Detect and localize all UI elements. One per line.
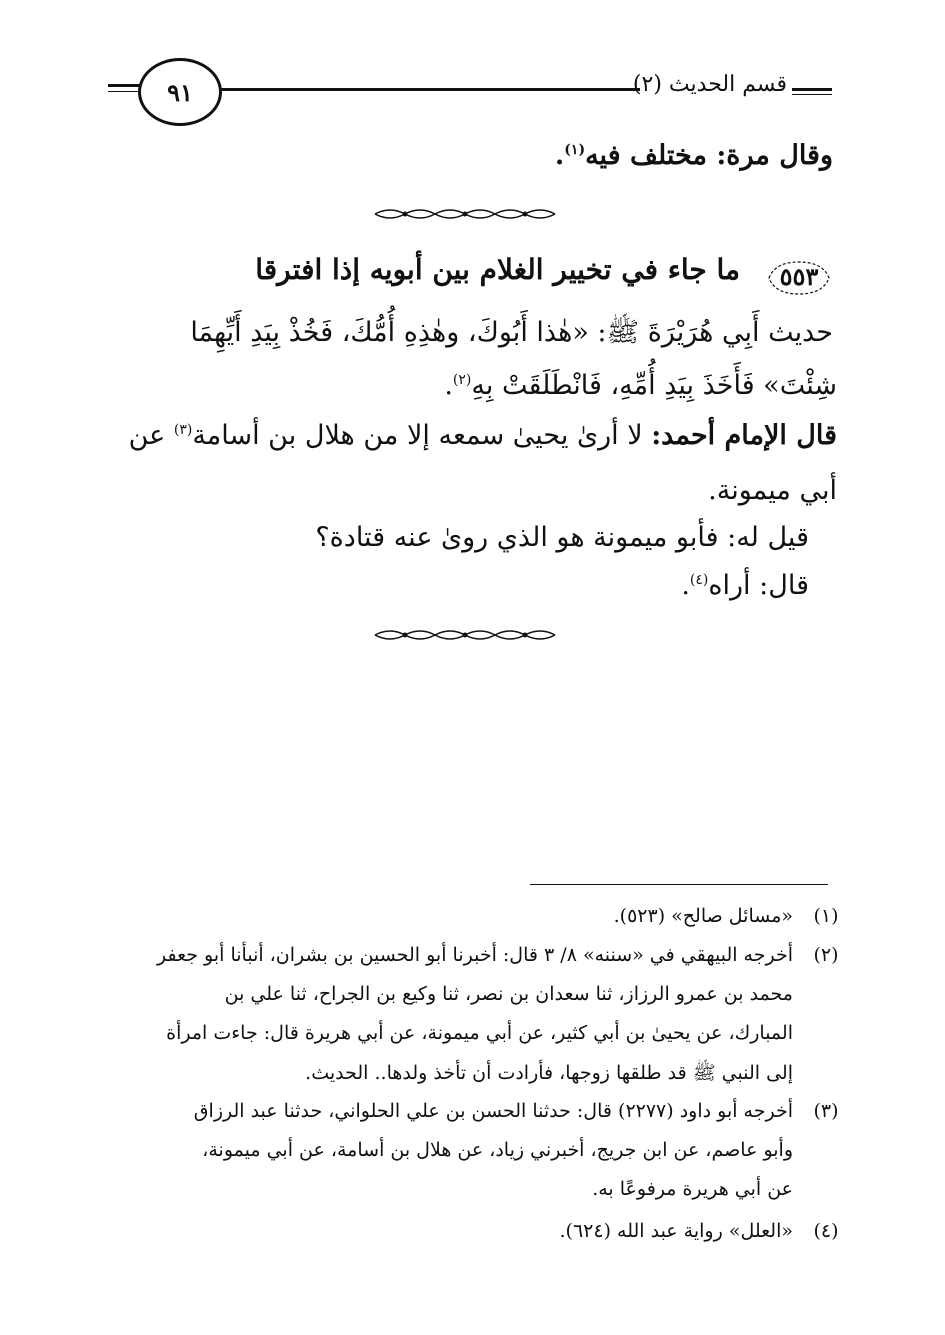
imam-ahmad-label: قال الإمام أحمد:	[651, 420, 837, 451]
entry-heading: ما جاء في تخيير الغلام بين أبويه إذا افترقا	[255, 253, 740, 286]
footnote-ref-4: (٤)	[689, 572, 709, 588]
body-line-3	[129, 420, 837, 451]
intro-text: وقال مرة: مختلف فيه	[585, 140, 833, 171]
body-line-3-text: لا أرىٰ يحيىٰ سمعه إلا من هلال بن أسامة	[192, 420, 652, 451]
footnote-3-line-3: عن أبي هريرة مرفوعًا به.	[592, 1178, 793, 1200]
body-line-6-text: قال: أراه	[708, 570, 809, 601]
footnote-ref-1: (١)	[564, 142, 586, 158]
footnote-2-label: (٢)	[813, 944, 839, 966]
footnote-3-line-2: وأبو عاصم، عن ابن جريج، أخبرني زياد، عن هلال بن أسامة، عن أبي ميمونة،	[202, 1139, 793, 1161]
header-rule-middle	[212, 88, 640, 91]
divider-ornament-icon	[370, 206, 560, 222]
header-rule-right	[792, 88, 832, 91]
body-line-5: قيل له: فأبو ميمونة هو الذي روىٰ عنه قتادة؟	[315, 522, 809, 553]
footnote-2-line-2: محمد بن عمرو الرزاز، ثنا سعدان بن نصر، ثنا وكيع بن الجراح، ثنا علي بن	[224, 983, 793, 1005]
body-line-4: أبي ميمونة.	[708, 475, 837, 506]
footnote-3-line-1: أخرجه أبو داود (٢٢٧٧) قال: حدثنا الحسن بن علي الحلواني، حدثنا عبد الرزاق	[193, 1100, 793, 1122]
entry-number: ٥٥٣	[779, 262, 819, 291]
footnote-4-line-1: «العلل» رواية عبد الله (٦٢٤).	[559, 1220, 793, 1242]
entry-number-badge	[765, 258, 833, 298]
intro-line	[555, 140, 833, 171]
intro-end: .	[554, 140, 565, 171]
body-line-2-text: شِئْتَ» فَأَخَذَ بِيَدِ أُمِّهِ، فَانْطَلَقَتْ بِهِ	[471, 370, 837, 401]
divider-ornament-icon	[370, 627, 560, 643]
footnote-separator	[530, 884, 828, 885]
body-line-6	[681, 570, 809, 601]
footnote-1-label: (١)	[813, 905, 839, 927]
footnote-2-line-1: أخرجه البيهقي في «سننه» ٨/ ٣ قال: أخبرنا أبو الحسين بن بشران، أنبأنا أبو جعفر	[157, 944, 793, 966]
footnote-2-line-3: المبارك، عن يحيىٰ بن أبي كثير، عن أبي ميمونة، عن أبي هريرة قال: جاءت امرأة	[166, 1022, 793, 1044]
body-line-6-end: .	[681, 570, 690, 601]
body-line-1: حديث أَبِي هُرَيْرَةَ ﷺ: «هٰذا أَبُوكَ، وهٰذِهِ أُمُّكَ، فَخُذْ بِيَدِ أَيِّهِمَا	[190, 317, 833, 348]
footnote-2-line-4: إلى النبي ﷺ قد طلقها زوجها، فأرادت أن تأخذ ولدها.. الحديث.	[305, 1062, 793, 1084]
footnote-1-line-1: «مسائل صالح» (٥٢٣).	[613, 905, 793, 927]
footnote-3-label: (٣)	[813, 1100, 839, 1122]
body-line-2	[444, 370, 837, 401]
body-line-2-end: .	[444, 370, 453, 401]
footnote-ref-3: (٣)	[173, 422, 193, 438]
footnote-ref-2: (٢)	[452, 372, 472, 388]
body-line-3-end: عن	[128, 420, 174, 451]
header-rule-right-thin	[792, 94, 832, 95]
page-number-badge	[138, 58, 222, 126]
running-header-title: قسم الحديث (٢)	[632, 72, 787, 97]
footnote-4-label: (٤)	[813, 1220, 839, 1242]
page-number: ٩١	[167, 77, 193, 107]
